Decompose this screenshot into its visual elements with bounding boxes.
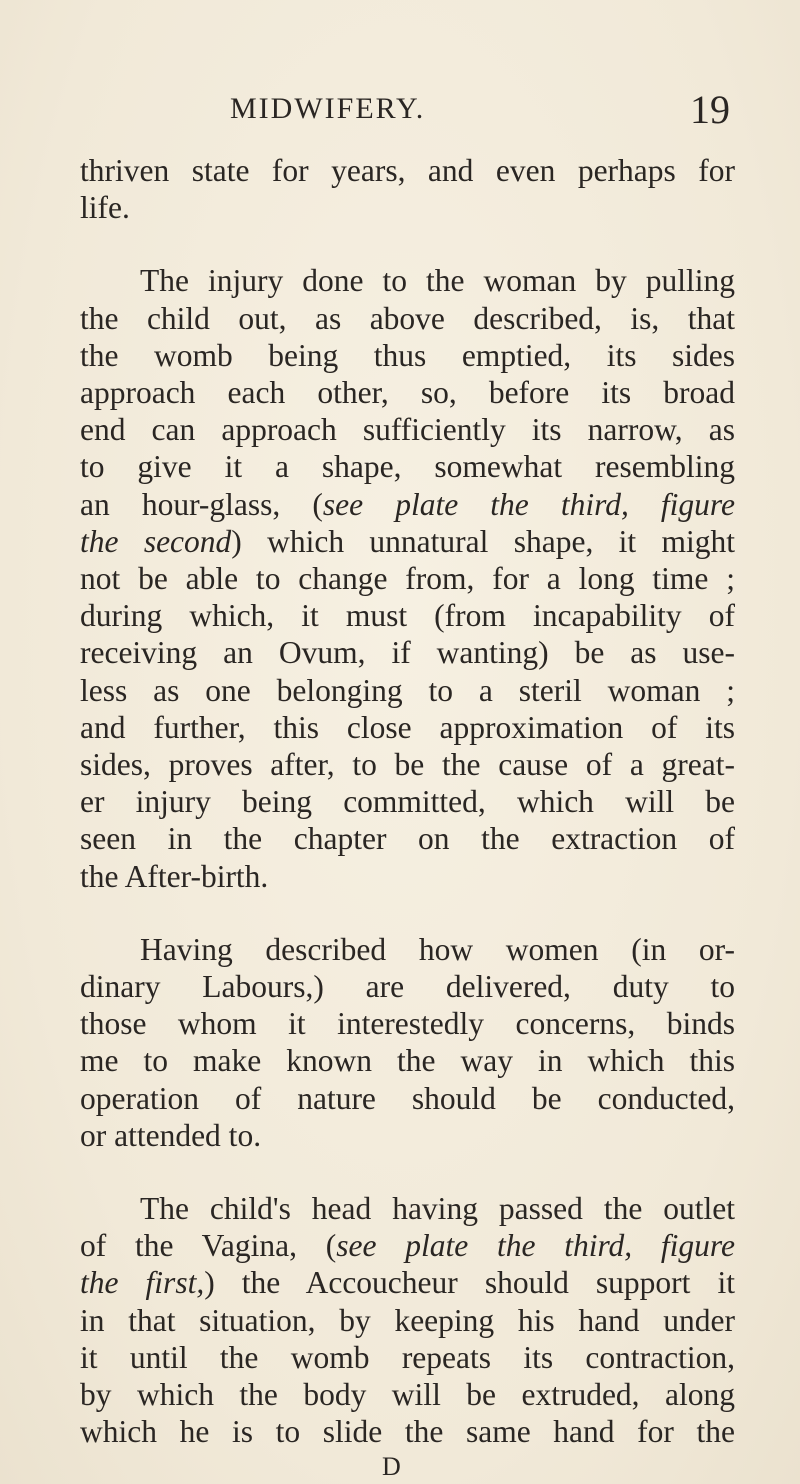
text-line: of the Vagina, (see plate the third, figure <box>80 1228 735 1264</box>
text-line: life. <box>80 190 130 226</box>
text-line: Having described how women (in or- <box>140 931 735 967</box>
text-line: to give it a shape, somewhat resembling <box>80 449 735 485</box>
text-line: approach each other, so, before its broad <box>80 375 735 411</box>
running-head <box>0 86 800 136</box>
text-line: during which, it must (from incapability of <box>80 598 735 634</box>
signature-mark: D <box>382 1452 402 1481</box>
paragraph-3 <box>80 931 735 1154</box>
text-line: the After-birth. <box>80 858 269 894</box>
text-line: sides, proves after, to be the cause of a great- <box>80 747 735 783</box>
paragraph-4 <box>80 1190 735 1450</box>
text-line: or attended to. <box>80 1117 262 1153</box>
text-line: the child out, as above described, is, that <box>80 300 735 336</box>
text-line: the second) which unnatural shape, it might <box>80 523 735 559</box>
text-line: er injury being committed, which will be <box>80 784 735 820</box>
text-line: it until the womb repeats its contraction, <box>80 1339 735 1375</box>
paragraph-2 <box>80 262 735 894</box>
text-line: and further, this close approximation of its <box>80 709 735 745</box>
text-line: me to make known the way in which this <box>80 1043 735 1079</box>
text-line: dinary Labours,) are delivered, duty to <box>80 969 735 1005</box>
paragraph-1 <box>80 152 735 226</box>
text-line: seen in the chapter on the extraction of <box>80 821 735 857</box>
body-text <box>80 152 735 1451</box>
text-line: The child's head having passed the outlet <box>140 1191 735 1227</box>
text-line: the womb being thus emptied, its sides <box>80 337 735 373</box>
text-line: not be able to change from, for a long time ; <box>80 561 735 597</box>
page-number: 19 <box>690 87 730 132</box>
text-line: thriven state for years, and even perhaps for <box>80 153 735 188</box>
text-line: in that situation, by keeping his hand under <box>80 1302 735 1338</box>
text-line: The injury done to the woman by pulling <box>140 263 735 299</box>
text-line: which he is to slide the same hand for the <box>80 1414 735 1450</box>
text-line: by which the body will be extruded, along <box>80 1377 735 1413</box>
text-line: the first,) the Accoucheur should support it <box>80 1265 735 1301</box>
text-line: operation of nature should be conducted, <box>80 1080 735 1116</box>
text-line: less as one belonging to a steril woman ; <box>80 672 735 708</box>
text-line: those whom it interestedly concerns, binds <box>80 1006 735 1042</box>
text-line: receiving an Ovum, if wanting) be as use- <box>80 635 735 671</box>
running-title: MIDWIFERY. <box>230 92 426 125</box>
text-line: an hour-glass, (see plate the third, figure <box>80 486 735 522</box>
text-line: end can approach sufficiently its narrow, as <box>80 412 735 448</box>
